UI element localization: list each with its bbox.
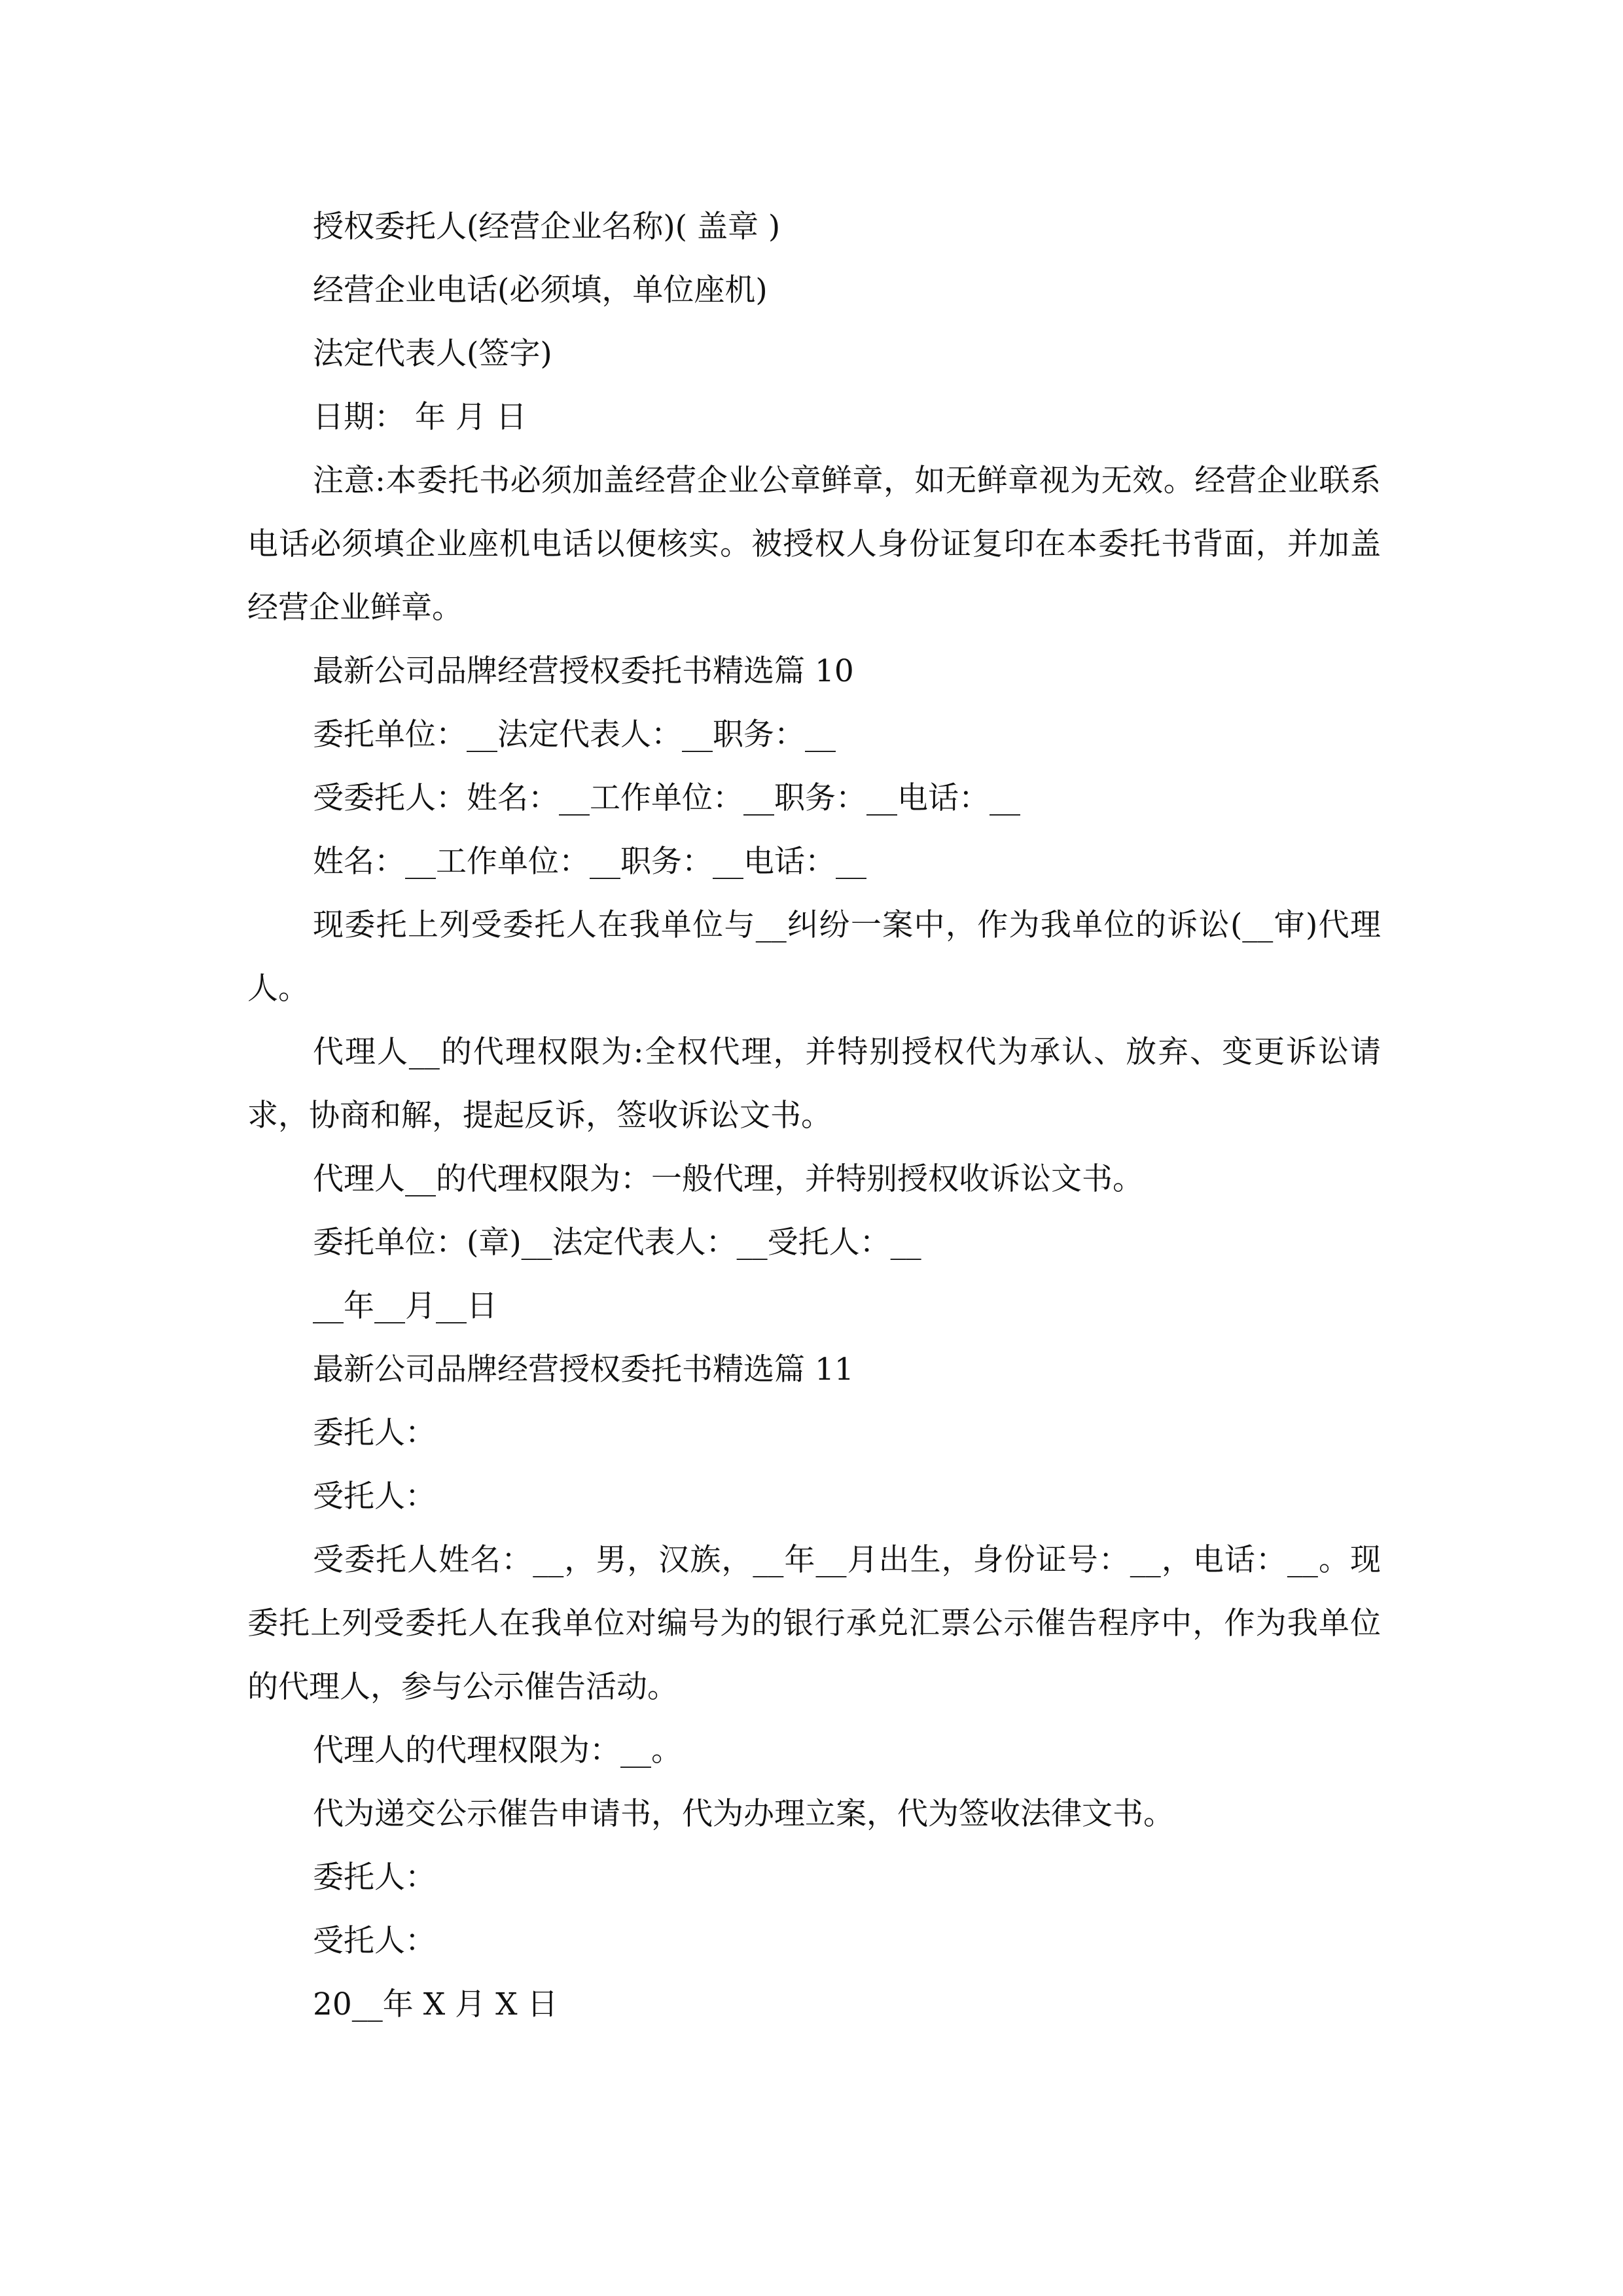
authority-scope-line: 代理人的代理权限为：__。: [313, 1732, 682, 1768]
agent-info-line: 受委托人：姓名：__工作单位：__职务：__电话：__: [313, 780, 1020, 816]
entrustment-paragraph: 现委托上列受委托人在我单位与__纠纷一案中，作为我单位的诉讼(__审)代理人。: [247, 907, 1381, 1007]
notice-paragraph: 注意:本委托书必须加盖经营企业公章鲜章，如无鲜章视为无效。经营企业联系电话必须填企业座机电话以便核实。被授权人身份证复印在本委托书背面，并加盖经营企业鲜章。: [247, 463, 1381, 626]
legal-representative-line: 法定代表人(签字): [313, 336, 552, 372]
section-heading-10: 最新公司品牌经营授权委托书精选篇 10: [313, 653, 854, 689]
date-blank-line: __年__月__日: [313, 1288, 497, 1324]
principal-unit-line: 委托单位：__法定代表人：__职务：__: [313, 717, 836, 753]
principal-label-2: 委托人：: [313, 1859, 436, 1895]
full-authority-paragraph: 代理人__的代理权限为:全权代理，并特别授权代为承认、放弃、变更诉讼请求，协商和解，提起反诉，签收诉讼文书。: [247, 1034, 1381, 1134]
agent-details-paragraph: 受委托人姓名：__，男，汉族，__年__月出生，身份证号：__，电话：__。现委托上列受委托人在我单位对编号为的银行承兑汇票公示催告程序中，作为我单位的代理人，参与公示催告活动。: [247, 1542, 1381, 1705]
agent-label: 受托人：: [313, 1479, 436, 1515]
authority-actions-line: 代为递交公示催告申请书，代为办理立案，代为签收法律文书。: [313, 1796, 1174, 1832]
authorizer-signature-line: 授权委托人(经营企业名称)( 盖章 ): [313, 209, 781, 245]
section-heading-11: 最新公司品牌经营授权委托书精选篇 11: [313, 1352, 854, 1388]
final-date-line: 20__年 X 月 X 日: [313, 1986, 558, 2022]
agent-label-2: 受托人：: [313, 1923, 436, 1959]
date-line: 日期： 年 月 日: [313, 399, 527, 435]
principal-signature-line: 委托单位：(章)__法定代表人：__受托人：__: [313, 1225, 921, 1261]
document-body: [247, 195, 1381, 2036]
agent-info-line-2: 姓名：__工作单位：__职务：__电话：__: [313, 844, 866, 880]
principal-label: 委托人：: [313, 1415, 436, 1451]
general-authority-line: 代理人__的代理权限为：一般代理，并特别授权收诉讼文书。: [313, 1161, 1143, 1197]
company-phone-line: 经营企业电话(必须填，单位座机): [313, 272, 768, 308]
